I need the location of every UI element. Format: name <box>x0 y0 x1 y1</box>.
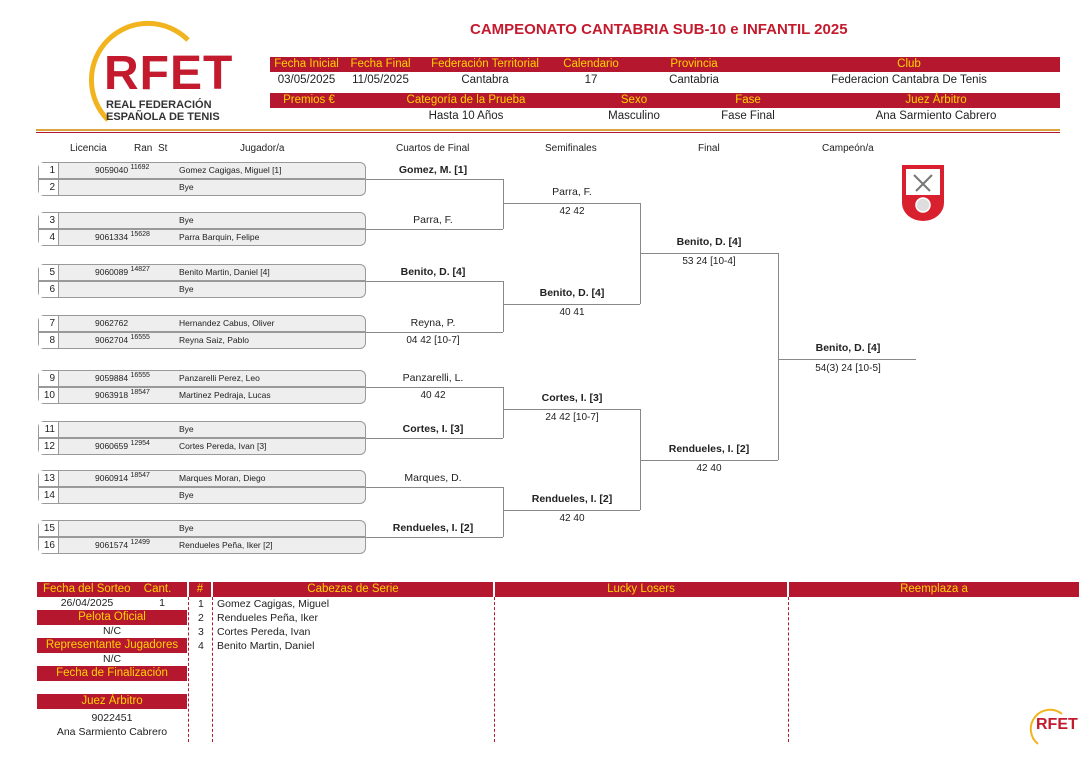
player-number: 4 <box>39 230 59 245</box>
player-row <box>38 387 366 404</box>
player-name: Bye <box>179 523 194 533</box>
player-row <box>38 487 366 504</box>
player-number: 8 <box>39 333 59 348</box>
final-score: 42 40 <box>696 463 722 474</box>
hdr-premios: Premios € <box>270 93 348 108</box>
seed-name: Rendueles Peña, Iker <box>217 612 318 624</box>
col-qf: Cuartos de Final <box>396 143 470 154</box>
player-row <box>38 162 366 179</box>
seed-name: Gomez Cagigas, Miguel <box>217 598 330 610</box>
player-name: Bye <box>179 215 194 225</box>
bracket-line <box>503 487 504 537</box>
fin-label: Fecha de Finalización <box>37 666 187 681</box>
val-provincia: Cantabria <box>669 74 719 86</box>
vdash-3 <box>494 597 495 742</box>
player-row <box>38 264 366 281</box>
player-row <box>38 421 366 438</box>
player-licencia: 9062704 $^{16555}$ <box>95 334 150 345</box>
hdr-fase: Fase <box>684 93 812 108</box>
hdr-club: Club <box>758 57 1060 72</box>
bracket-line <box>366 229 503 230</box>
footer-logo <box>1022 708 1078 748</box>
player-number: 13 <box>39 471 59 486</box>
player-number: 14 <box>39 488 59 503</box>
player-number: 7 <box>39 316 59 331</box>
rep-value: N/C <box>102 653 122 665</box>
footer-logo-text: RFET <box>1036 716 1078 733</box>
bracket-line <box>503 203 640 204</box>
player-licencia: 9059884 $^{16555}$ <box>95 372 150 383</box>
trophy-badge-icon <box>902 165 944 221</box>
bracket-line <box>366 387 503 388</box>
player-name: Bye <box>179 490 194 500</box>
bracket-line <box>503 304 640 305</box>
player-number: 10 <box>39 388 59 403</box>
bracket-line <box>778 253 779 460</box>
val-calendario: 17 <box>584 74 598 86</box>
player-licencia: 9060089 $^{14827}$ <box>95 266 150 277</box>
qf-winner: Panzarelli, L. <box>402 372 464 384</box>
col-licencia: Licencia <box>70 143 107 154</box>
header-divider <box>36 129 1060 131</box>
player-licencia: 9059040 $^{11692}$ <box>95 164 150 175</box>
vdash-2 <box>212 597 213 742</box>
player-ranking: 12954 <box>130 440 150 447</box>
bracket-line <box>366 487 503 488</box>
hdr-provincia: Provincia <box>630 57 758 72</box>
pelota-value: N/C <box>102 625 122 637</box>
seeds-header: Cabezas de Serie <box>213 582 493 597</box>
bracket-line <box>640 460 778 461</box>
hdr-sexo: Sexo <box>584 93 684 108</box>
hdr-calendario: Calendario <box>552 57 630 72</box>
player-ranking: 11692 <box>130 164 150 171</box>
juez-label: Juez Árbitro <box>37 694 187 709</box>
player-number: 12 <box>39 439 59 454</box>
juez-name: Ana Sarmiento Cabrero <box>56 726 168 738</box>
qf-winner: Marques, D. <box>404 472 462 484</box>
sf-winner: Benito, D. [4] <box>539 287 605 299</box>
qf-winner: Reyna, P. <box>410 317 456 329</box>
sf-winner: Rendueles, I. [2] <box>531 493 613 505</box>
val-fase: Fase Final <box>721 110 775 122</box>
player-row <box>38 470 366 487</box>
bracket-line <box>640 253 778 254</box>
seed-row <box>198 640 315 652</box>
vdash-4 <box>788 597 789 742</box>
val-categoria: Hasta 10 Años <box>428 110 504 122</box>
bracket-line <box>503 510 640 511</box>
val-club: Federacion Cantabra De Tenis <box>831 74 987 86</box>
player-licencia: 9062762 <box>95 318 129 328</box>
champion-name: Benito, D. [4] <box>815 342 881 354</box>
player-name: Bye <box>179 424 194 434</box>
player-name: Marques Moran, Diego <box>179 473 266 483</box>
player-row <box>38 370 366 387</box>
player-number: 2 <box>39 180 59 195</box>
col-final: Final <box>698 143 720 154</box>
col-ran: Ran <box>134 143 153 154</box>
player-name: Martinez Pedraja, Lucas <box>179 390 271 400</box>
player-row <box>38 315 366 332</box>
hdr-categoria: Categoría de la Prueba <box>348 93 584 108</box>
player-licencia: 9063918 $^{18547}$ <box>95 389 150 400</box>
val-juez: Ana Sarmiento Cabrero <box>875 110 997 122</box>
val-sexo: Masculino <box>608 110 660 122</box>
cant-label: Cant. <box>143 583 172 595</box>
player-name: Bye <box>179 182 194 192</box>
player-row <box>38 212 366 229</box>
player-licencia: 9060659 $^{12954}$ <box>95 440 150 451</box>
val-fecha-final: 11/05/2025 <box>352 74 409 86</box>
bracket-line <box>366 537 503 538</box>
final-score: 53 24 [10-4] <box>682 256 736 267</box>
hdr-fecha-inicial: Fecha Inicial <box>270 57 343 72</box>
col-sf: Semifinales <box>545 143 597 154</box>
sf-score: 40 41 <box>559 307 585 318</box>
sorteo-label: Fecha del Sorteo <box>43 583 131 595</box>
bracket-line <box>503 179 504 229</box>
bracket-line <box>503 387 504 438</box>
juez-lic: 9022451 <box>91 712 133 724</box>
val-premios <box>270 109 348 124</box>
player-ranking: 12499 <box>130 539 150 546</box>
player-name: Reyna Saiz, Pablo <box>179 335 249 345</box>
vdash-1 <box>188 597 189 742</box>
final-winner: Rendueles, I. [2] <box>668 443 750 455</box>
bracket-line <box>778 359 916 360</box>
lucky-header: Lucky Losers <box>495 582 787 597</box>
col-champ: Campeón/a <box>822 143 874 154</box>
pelota-label: Pelota Oficial <box>37 610 187 625</box>
qf-score: 04 42 [10-7] <box>406 335 460 346</box>
player-row <box>38 537 366 554</box>
player-name: Gomez Cagigas, Miguel [1] <box>179 165 282 175</box>
player-ranking: 16555 <box>130 372 150 379</box>
player-name: Benito Martin, Daniel [4] <box>179 267 270 277</box>
sorteo-date: 26/04/2025 <box>60 597 114 609</box>
player-ranking: 15628 <box>130 231 150 238</box>
player-row <box>38 229 366 246</box>
bracket-line <box>366 332 503 333</box>
player-ranking: 18547 <box>130 472 150 479</box>
bracket-line <box>503 281 504 332</box>
logo-sub2: ESPAÑOLA DE TENIS <box>106 111 220 123</box>
rfet-logo <box>58 20 234 130</box>
player-ranking: 16555 <box>130 334 150 341</box>
sf-score: 42 40 <box>559 513 585 524</box>
rep-label: Representante Jugadores <box>37 638 187 653</box>
hdr-juez: Juez Árbitro <box>812 93 1060 108</box>
cant-value: 1 <box>159 597 165 609</box>
header-divider-2 <box>36 132 1060 133</box>
player-number: 3 <box>39 213 59 228</box>
page-title: CAMPEONATO CANTABRIA SUB-10 e INFANTIL 2025 <box>470 21 848 38</box>
hdr-federacion: Federación Territorial <box>418 57 552 72</box>
player-row <box>38 332 366 349</box>
player-number: 16 <box>39 538 59 553</box>
logo-text: RFET <box>104 47 234 100</box>
seed-number: 2 <box>198 612 204 624</box>
player-number: 9 <box>39 371 59 386</box>
qf-winner: Rendueles, I. [2] <box>392 522 474 534</box>
bracket-line <box>366 179 503 180</box>
bracket-line <box>503 409 640 410</box>
player-number: 11 <box>39 422 59 437</box>
qf-score: 40 42 <box>420 390 446 401</box>
qf-winner: Cortes, I. [3] <box>402 423 464 435</box>
final-winner: Benito, D. [4] <box>676 236 742 248</box>
bracket-line <box>366 438 503 439</box>
val-fecha-inicial: 03/05/2025 <box>277 74 336 86</box>
seed-name: Cortes Pereda, Ivan <box>217 626 311 638</box>
seed-row <box>198 598 330 610</box>
val-federacion: Cantabra <box>461 74 509 86</box>
player-number: 5 <box>39 265 59 280</box>
seed-row <box>198 612 318 624</box>
champion-score: 54(3) 24 [10-5] <box>815 363 881 374</box>
player-name: Parra Barquin, Felipe <box>179 232 260 242</box>
player-row <box>38 520 366 537</box>
player-licencia: 9061574 $^{12499}$ <box>95 539 150 550</box>
player-row <box>38 179 366 196</box>
bot-hdr-sorteo <box>37 582 187 597</box>
seed-number: 1 <box>198 598 204 610</box>
sf-winner: Parra, F. <box>552 186 592 198</box>
player-ranking: 14827 <box>130 266 150 273</box>
qf-winner: Parra, F. <box>413 214 453 226</box>
player-name: Bye <box>179 284 194 294</box>
player-name: Cortes Pereda, Ivan [3] <box>179 441 267 451</box>
hash-header: # <box>189 582 211 597</box>
player-licencia: 9061334 $^{15628}$ <box>95 231 150 242</box>
hdr-fecha-final: Fecha Final <box>343 57 418 72</box>
player-name: Hernandez Cabus, Oliver <box>179 318 275 328</box>
sf-score: 42 42 <box>559 206 585 217</box>
player-row <box>38 281 366 298</box>
player-number: 1 <box>39 163 59 178</box>
qf-winner: Benito, D. [4] <box>400 266 466 278</box>
seed-name: Benito Martin, Daniel <box>217 640 315 652</box>
seed-number: 3 <box>198 626 204 638</box>
reempl-header: Reemplaza a <box>789 582 1079 597</box>
bracket-line <box>366 281 503 282</box>
qf-winner: Gomez, M. [1] <box>398 164 468 176</box>
sf-score: 24 42 [10-7] <box>545 412 599 423</box>
player-number: 15 <box>39 521 59 536</box>
player-number: 6 <box>39 282 59 297</box>
player-ranking: 18547 <box>130 389 150 396</box>
seed-row <box>198 626 311 638</box>
col-st: St <box>158 143 168 154</box>
player-name: Panzarelli Perez, Leo <box>179 373 260 383</box>
player-licencia: 9060914 $^{18547}$ <box>95 472 150 483</box>
sf-winner: Cortes, I. [3] <box>541 392 603 404</box>
logo-sub1: REAL FEDERACIÓN <box>106 99 212 111</box>
player-row <box>38 438 366 455</box>
col-jugador: Jugador/a <box>240 143 285 154</box>
seed-number: 4 <box>198 640 204 652</box>
player-name: Rendueles Peña, Iker [2] <box>179 540 273 550</box>
